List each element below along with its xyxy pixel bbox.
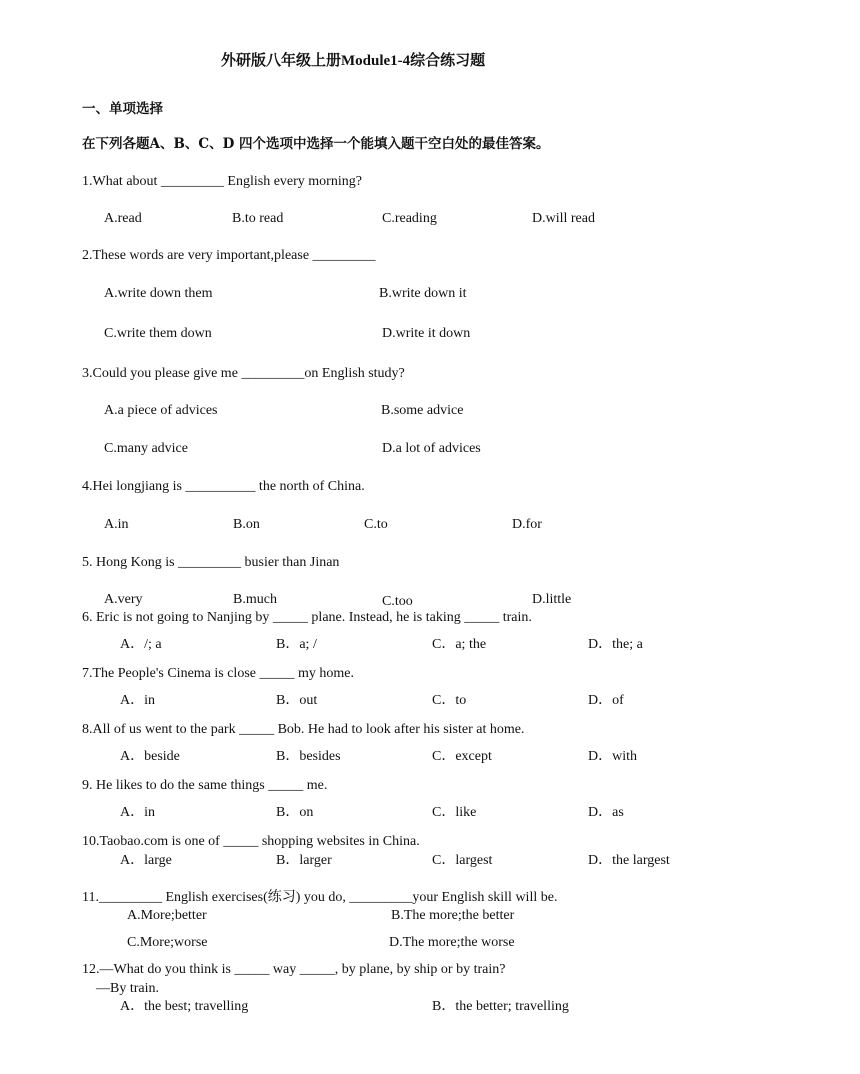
option-c: C．a; the <box>432 637 487 652</box>
option-c: C．largest <box>432 853 493 868</box>
option-d: D.for <box>512 517 542 532</box>
option-a: A．/; a <box>120 637 162 652</box>
section-heading: 一、单项选择 <box>82 101 163 117</box>
option-b: B．besides <box>276 749 341 764</box>
question-stem: 10.Taobao.com is one of _____ shopping websites in China. <box>82 834 420 849</box>
question-stem: 3.Could you please give me _________on English study? <box>82 366 405 381</box>
option-b: B.on <box>233 517 260 532</box>
option-d: D．of <box>588 693 624 708</box>
option-a: A.write down them <box>104 286 213 301</box>
question-stem: 7.The People's Cinema is close _____ my home. <box>82 666 354 681</box>
option-b: B．out <box>276 693 318 708</box>
option-a: A.read <box>104 211 142 226</box>
option-b: B．a; / <box>276 637 317 652</box>
option-b: B.write down it <box>379 286 467 301</box>
option-d: D．as <box>588 805 624 820</box>
option-a: A．in <box>120 693 155 708</box>
option-a: A.in <box>104 517 129 532</box>
question-stem: 12.—What do you think is _____ way _____, by plane, by ship or by train? <box>82 962 506 977</box>
option-a: A．the best; travelling <box>120 999 249 1014</box>
option-d: D．the largest <box>588 853 670 868</box>
option-b: B．on <box>276 805 314 820</box>
option-b: B.The more;the better <box>391 908 515 923</box>
option-d: D.a lot of advices <box>382 441 481 456</box>
question-stem: 2.These words are very important,please _________ <box>82 248 376 263</box>
option-b: B．larger <box>276 853 332 868</box>
option-b: B.to read <box>232 211 284 226</box>
option-d: D.little <box>532 592 572 607</box>
question-answer-line: —By train. <box>96 981 159 996</box>
question-stem: 11._________ English exercises(练习) you do, _________your English skill will be. <box>82 890 558 905</box>
option-c: C.too <box>382 594 413 609</box>
option-d: D．the; a <box>588 637 643 652</box>
question-stem: 9. He likes to do the same things _____ me. <box>82 778 328 793</box>
option-a: A．large <box>120 853 172 868</box>
option-b: B.some advice <box>381 403 464 418</box>
option-c: C.many advice <box>104 441 188 456</box>
option-c: C.write them down <box>104 326 212 341</box>
question-stem: 8.All of us went to the park _____ Bob. He had to look after his sister at home. <box>82 722 525 737</box>
question-stem: 1.What about _________ English every morning? <box>82 174 362 189</box>
question-stem: 4.Hei longjiang is __________ the north of China. <box>82 479 365 494</box>
option-a: A.More;better <box>127 908 207 923</box>
option-a: A．in <box>120 805 155 820</box>
option-d: D.will read <box>532 211 595 226</box>
option-c: C.reading <box>382 211 437 226</box>
option-c: C.More;worse <box>127 935 208 950</box>
question-stem: 5. Hong Kong is _________ busier than Jinan <box>82 555 340 570</box>
option-d: D．with <box>588 749 637 764</box>
option-c: C．to <box>432 693 467 708</box>
option-c: C．except <box>432 749 492 764</box>
option-c: C．like <box>432 805 477 820</box>
question-stem: 6. Eric is not going to Nanjing by _____ plane. Instead, he is taking _____ train. <box>82 610 532 625</box>
instruction-text: 在下列各题A、B、C、D 四个选项中选择一个能填入题干空白处的最佳答案。 <box>82 136 550 152</box>
option-a: A.a piece of advices <box>104 403 218 418</box>
option-c: C.to <box>364 517 388 532</box>
page-title: 外研版八年级上册Module1-4综合练习题 <box>221 53 486 69</box>
option-b: B.much <box>233 592 277 607</box>
option-b: B．the better; travelling <box>432 999 569 1014</box>
option-d: D.The more;the worse <box>389 935 515 950</box>
option-a: A.very <box>104 592 143 607</box>
option-a: A．beside <box>120 749 180 764</box>
option-d: D.write it down <box>382 326 471 341</box>
